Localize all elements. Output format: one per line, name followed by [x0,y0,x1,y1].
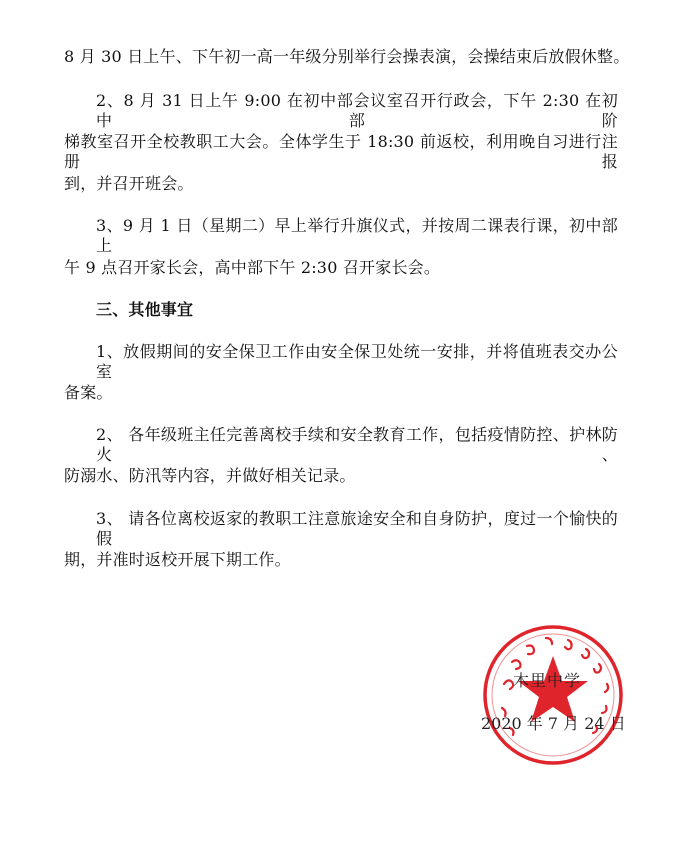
paragraph-line: 到，并召开班会。 [64,174,194,193]
paragraph-line: 防溺水、防汛等内容，并做好相关记录。 [64,466,356,485]
official-seal-stamp [482,624,624,766]
paragraph-line: 3、9 月 1 日（星期二）早上举行升旗仪式，并按周二课表行课，初中部上 [96,216,618,255]
paragraph-line: 午 9 点召开家长会，高中部下午 2:30 召开家长会。 [64,258,441,277]
paragraph-line: 1、放假期间的安全保卫工作由安全保卫处统一安排，并将值班表交办公室 [96,342,618,381]
paragraph-line: 3、 请各位离校返家的教职工注意旅途安全和自身防护，度过一个愉快的假 [96,509,618,548]
section-heading: 三、其他事宜 [96,300,194,319]
paragraph-line: 期，并准时返校开展下期工作。 [64,550,291,569]
signature-organization: 木里中学 [513,671,582,690]
paragraph-line: 备案。 [64,383,113,402]
paragraph-line: 梯教室召开全校教职工大会。全体学生于 18:30 前返校，利用晚自习进行注册报 [64,132,618,171]
paragraph-line: 2、8 月 31 日上午 9:00 在初中部会议室召开行政会，下午 2:30 在初中部阶 [96,91,618,130]
paragraph-line: 8 月 30 日上午、下午初一高一年级分别举行会操表演，会操结束后放假休整。 [64,47,630,66]
paragraph-line: 2、 各年级班主任完善离校手续和安全教育工作，包括疫情防控、护林防火、 [96,425,618,464]
signature-date: 2020 年 7 月 24 日 [481,714,626,733]
